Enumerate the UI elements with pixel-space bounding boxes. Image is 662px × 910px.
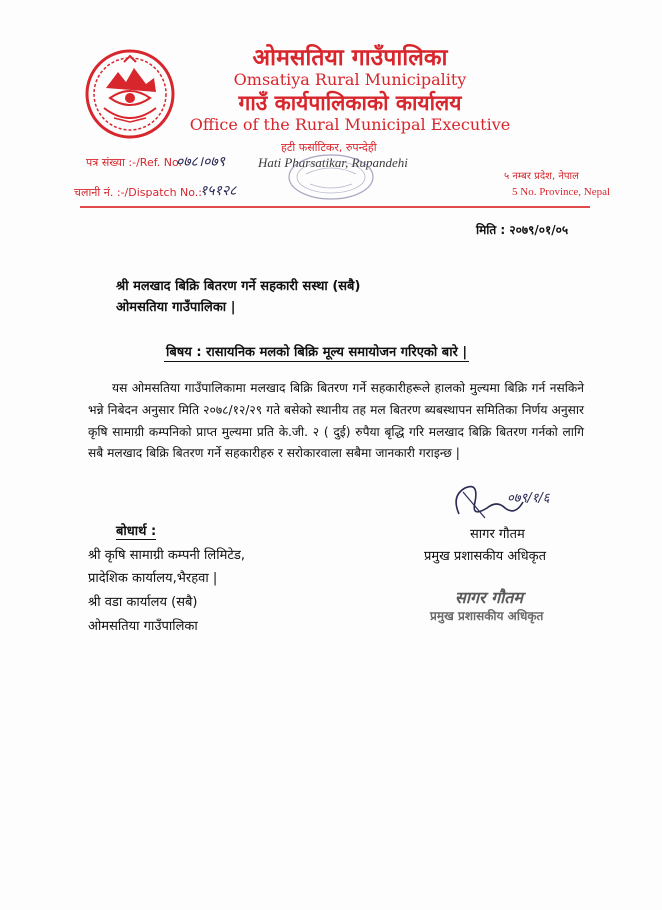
municipality-emblem-icon xyxy=(84,48,176,140)
letter-body: यस ओमसतिया गाउँपालिकामा मलखाद बिक्रि बितरण गर्ने सहकारीहरूले हालको मुल्यमा बिक्रि गर्न नसकिने भन्ने निबेदन अनुसार मिति २०७८/१२/२९ गते बसेको स्थानीय तह मल बितरण ब्यबस्थापन समितिका निर्णय अनुसार कृषि सामाग्री कम्पनिको प्राप्त मुल्यमा प्रति के.जी. २ ( दुई) रुपैया बृद्धि गरि मलखाद बिक्रि बितरण गर्नको लागि सबै मलखाद बिक्रि बितरण गर्ने सहकारीहरु र सरोकारवाला सबैमा जानकारी गराइन्छ | xyxy=(88,381,584,461)
cc-item: श्री वडा कार्यालय (सबै) xyxy=(88,595,198,610)
cc-item: ओमसतिया गाउँपालिका xyxy=(88,619,198,634)
ref-number-label: पत्र संख्या :-/Ref. No. xyxy=(86,156,183,169)
dispatch-number-label: चलानी नं. :-/Dispatch No.: xyxy=(74,186,202,199)
cc-heading: बोधार्थ : xyxy=(116,521,156,540)
name-stamp: सागर गौतम xyxy=(455,588,523,607)
address-nepali: हटी फर्साटिकर, रुपन्देही xyxy=(281,141,377,154)
address-english: Hati Pharsatikar, Rupandehi xyxy=(258,155,408,170)
municipality-name-english: Omsatiya Rural Municipality xyxy=(233,70,467,89)
signature-date: ०७९/१/६ xyxy=(507,491,550,506)
letterhead-divider xyxy=(80,206,590,208)
province-english: 5 No. Province, Nepal xyxy=(512,186,611,198)
cc-item: प्रादेशिक कार्यालय,भैरहवा | xyxy=(88,571,218,586)
letter-subject: बिषय : रासायनिक मलको बिक्रि मूल्य समायोजन गरिएको बारे | xyxy=(164,342,469,362)
handwritten-signature xyxy=(445,478,585,528)
office-name-nepali: गाउँ कार्यपालिकाको कार्यालय xyxy=(238,91,462,115)
ref-number-value: ०७८।०७९ xyxy=(176,154,225,170)
province-nepali: ५ नम्बर प्रदेश, नेपाल xyxy=(504,171,579,182)
office-seal-stamp xyxy=(286,152,376,202)
signatory-name: सागर गौतम xyxy=(470,527,525,542)
cc-item: श्री कृषि सामाग्री कम्पनी लिमिटेड, xyxy=(88,548,246,563)
recipient-line-1: श्री मलखाद बिक्रि बितरण गर्ने सहकारी सस्था (सबै) xyxy=(116,279,361,294)
signatory-title: प्रमुख प्रशासकीय अधिकृत xyxy=(424,549,547,564)
dispatch-number-value: १५१२८ xyxy=(200,183,237,199)
recipient-line-2: ओमसतिया गाउँपालिका | xyxy=(116,300,236,315)
office-name-english: Office of the Rural Municipal Executive xyxy=(189,115,511,134)
title-stamp: प्रमुख प्रशासकीय अधिकृत xyxy=(430,609,544,623)
letter-date: मिति : २०७९/०१/०५ xyxy=(476,223,569,237)
municipality-name-nepali: ओमसतिया गाउँपालिका xyxy=(252,45,448,71)
